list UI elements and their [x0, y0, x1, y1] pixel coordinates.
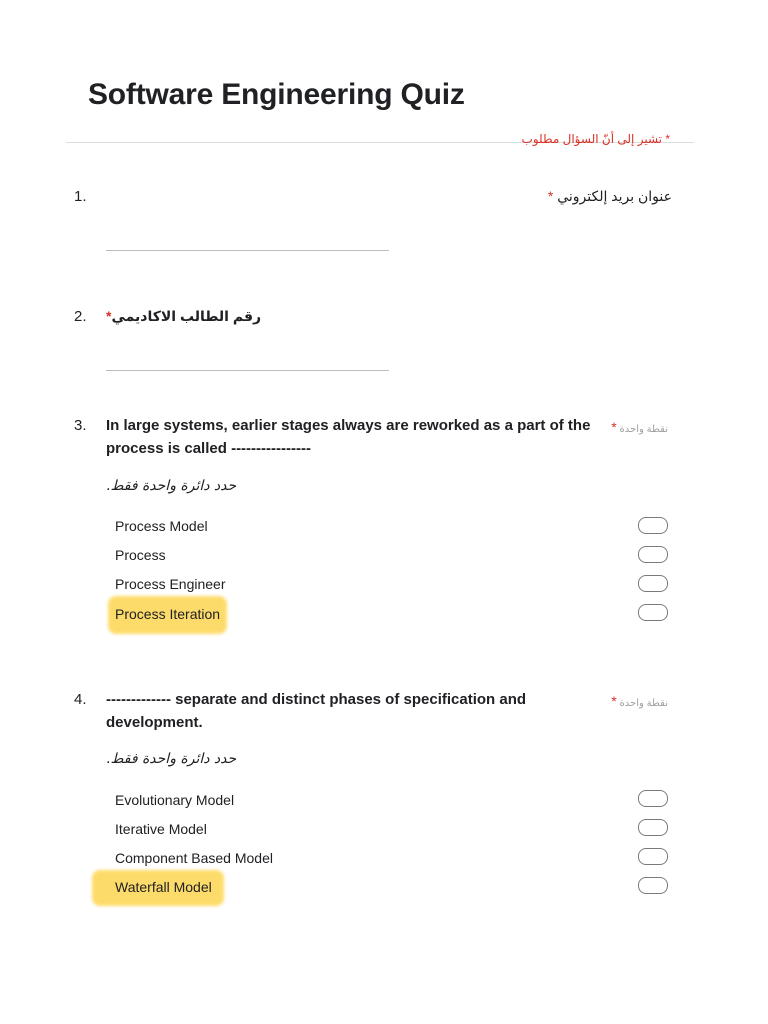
question-3-option-3-label: Process Engineer — [115, 576, 226, 592]
question-4-option-4-radio[interactable] — [638, 877, 668, 894]
points-label: نقطة واحدة — [619, 698, 668, 709]
question-1-answer-field[interactable] — [106, 250, 389, 251]
question-4-option-1-radio[interactable] — [638, 790, 668, 807]
question-1-label — [548, 188, 672, 205]
points-label: نقطة واحدة — [619, 424, 668, 435]
question-4-text: ------------- separate and distinct phases of specification and development. — [106, 691, 527, 731]
question-4-option-3-radio[interactable] — [638, 848, 668, 865]
question-3-option-2-label: Process — [115, 547, 166, 563]
question-2-number: 2. — [74, 308, 87, 325]
question-1-number: 1. — [74, 188, 87, 205]
required-star: * — [106, 308, 112, 324]
question-4-option-2-radio[interactable] — [638, 819, 668, 836]
question-4-option-1-label: Evolutionary Model — [115, 792, 235, 808]
question-4-instruction: حدد دائرة واحدة فقط. — [106, 751, 237, 767]
question-3-option-4-label: Process Iteration — [115, 606, 221, 622]
question-3-text: In large systems, earlier stages always are reworked as a part of the process is called ---------------- — [106, 417, 591, 457]
question-3-instruction: حدد دائرة واحدة فقط. — [106, 478, 237, 494]
question-4-points — [611, 693, 668, 709]
question-4-option-2-label: Iterative Model — [115, 821, 207, 837]
question-3-option-4-radio[interactable] — [638, 604, 668, 621]
question-3-option-2-radio[interactable] — [638, 546, 668, 563]
question-3-option-1-label: Process Model — [115, 518, 208, 534]
required-star: * — [611, 693, 617, 709]
question-2-label-text: رقم الطالب الاكاديمي — [111, 308, 262, 324]
question-2-answer-field[interactable] — [106, 370, 389, 371]
question-3-points — [611, 419, 668, 435]
question-3-number: 3. — [74, 417, 87, 434]
question-3-option-3-radio[interactable] — [638, 575, 668, 592]
question-3-option-1-radio[interactable] — [638, 517, 668, 534]
question-4-number: 4. — [74, 691, 87, 708]
required-note: * تشير إلى أنّ السؤال مطلوب — [521, 132, 670, 146]
question-4-option-4-label: Waterfall Model — [115, 879, 212, 895]
required-star: * — [611, 419, 617, 435]
question-4-option-3-label: Component Based Model — [115, 850, 273, 866]
required-star: * — [547, 188, 554, 204]
question-1-label-text: عنوان بريد إلكتروني — [557, 188, 672, 204]
form-title: Software Engineering Quiz — [88, 78, 465, 111]
question-2-label — [106, 308, 261, 325]
